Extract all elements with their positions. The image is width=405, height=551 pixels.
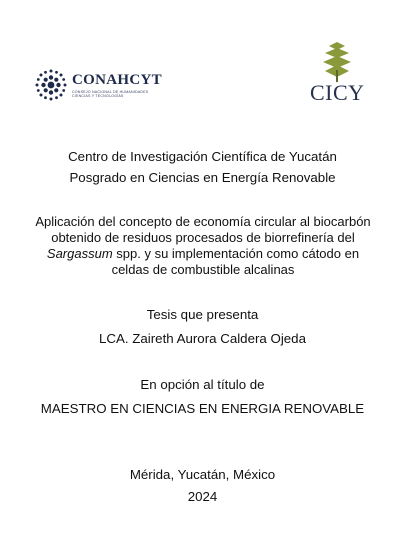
degree-name: MAESTRO EN CIENCIAS EN ENERGIA RENOVABLE	[40, 401, 365, 416]
thesis-title-line3-rest: spp. y su implementación como cátodo en	[112, 246, 360, 261]
place: Mérida, Yucatán, México	[129, 467, 276, 482]
institution-name: Centro de Investigación Científica de Yucatán	[68, 149, 337, 164]
thesis-title	[28, 214, 378, 278]
cicy-leaves-emblem-icon	[315, 40, 359, 82]
conahcyt-wordmark: CONAHCYT	[72, 72, 162, 88]
thesis-title-species: Sargassum	[46, 246, 113, 261]
conahcyt-dots-emblem-icon	[34, 68, 68, 102]
year: 2024	[187, 489, 218, 504]
program-name: Posgrado en Ciencias en Energía Renovable	[69, 170, 336, 185]
conahcyt-logo	[34, 68, 184, 102]
cicy-logo	[306, 40, 370, 106]
conahcyt-subtitle-line1: CONSEJO NACIONAL DE HUMANIDADES	[72, 90, 149, 94]
conahcyt-subtitle	[72, 90, 148, 99]
presenter-label: Tesis que presenta	[146, 307, 259, 322]
thesis-title-line3	[28, 246, 378, 262]
degree-label: En opción al título de	[140, 377, 265, 392]
thesis-title-line4: celdas de combustible alcalinas	[111, 262, 295, 277]
cicy-wordmark: CICY	[310, 80, 365, 105]
conahcyt-subtitle-line2: CIENCIAS Y TECNOLOGÍAS	[72, 94, 124, 99]
thesis-title-line2: obtenido de residuos procesados de biorrefinería del	[51, 230, 355, 245]
thesis-title-line1: Aplicación del concepto de economía circular al biocarbón	[35, 214, 371, 229]
presenter-name: LCA. Zaireth Aurora Caldera Ojeda	[99, 331, 306, 346]
